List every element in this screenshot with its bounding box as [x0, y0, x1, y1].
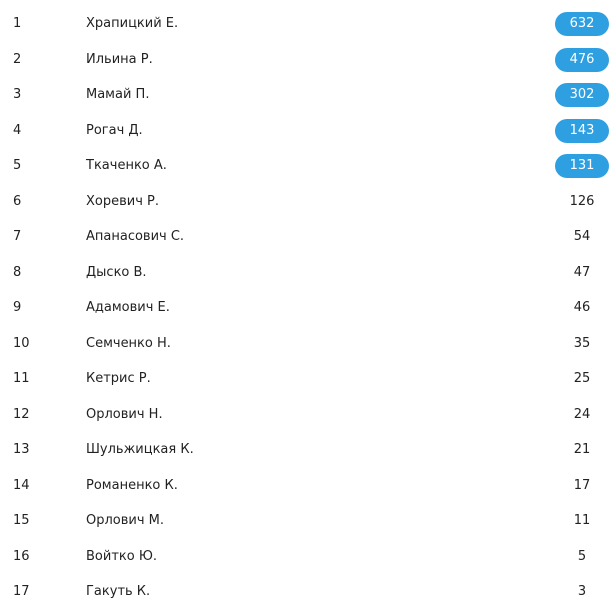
participant-name: Шульжицкая К. [86, 442, 194, 457]
participant-name: Ткаченко А. [86, 158, 167, 173]
score-value: 46 [573, 300, 591, 315]
ranking-row [0, 113, 613, 149]
ranking-row [0, 42, 613, 78]
participant-name: Рогач Д. [86, 122, 143, 138]
score-badge: 632 [555, 12, 609, 36]
ranking-row [0, 6, 613, 42]
score-value: 24 [573, 406, 591, 422]
ranking-row [0, 326, 613, 362]
ranking-row [0, 184, 613, 220]
score-badge: 476 [555, 48, 609, 72]
ranking-row [0, 539, 613, 575]
ranking-row [0, 397, 613, 433]
score-value: 5 [577, 548, 587, 564]
participant-name: Хоревич Р. [86, 193, 160, 209]
score-value: 21 [573, 442, 591, 457]
ranking-row [0, 255, 613, 291]
rank-number: 10 [13, 335, 30, 351]
rank-number: 2 [13, 51, 22, 67]
ranking-row [0, 290, 613, 326]
score-value: 126 [569, 193, 595, 209]
score-value: 17 [573, 477, 591, 493]
ranking-row [0, 219, 613, 255]
ranking-row [0, 361, 613, 397]
score-value: 3 [577, 584, 587, 599]
participant-name: Гакуть К. [86, 584, 151, 599]
rank-number: 4 [13, 122, 22, 138]
rank-number: 3 [13, 87, 22, 102]
rank-number: 11 [13, 371, 30, 386]
score-value: 11 [573, 513, 591, 528]
score-value: 54 [573, 229, 591, 244]
rank-number: 5 [13, 158, 22, 173]
score-value: 25 [573, 371, 591, 386]
rank-number: 14 [13, 477, 30, 493]
ranking-row [0, 77, 613, 113]
rank-number: 8 [13, 264, 22, 280]
participant-name: Адамович Е. [86, 300, 170, 315]
participant-name: Семченко Н. [86, 335, 171, 351]
ranking-row [0, 148, 613, 184]
rank-number: 9 [13, 300, 22, 315]
ranking-row [0, 468, 613, 504]
score-badge: 143 [555, 119, 609, 143]
ranking-row [0, 432, 613, 468]
rank-number: 13 [13, 442, 30, 457]
score-value: 35 [573, 335, 591, 351]
participant-name: Дыско В. [86, 264, 147, 280]
participant-name: Орлович М. [86, 513, 165, 528]
participant-name: Романенко К. [86, 477, 178, 493]
participant-name: Ильина Р. [86, 51, 153, 67]
score-badge: 131 [555, 154, 609, 178]
rank-number: 1 [13, 16, 22, 31]
score-value: 47 [573, 264, 591, 280]
ranking-row [0, 503, 613, 539]
ranking-row [0, 574, 613, 607]
participant-name: Мамай П. [86, 87, 150, 102]
rank-number: 7 [13, 229, 22, 244]
rank-number: 17 [13, 584, 30, 599]
rank-number: 15 [13, 513, 30, 528]
rank-number: 12 [13, 406, 30, 422]
participant-name: Орлович Н. [86, 406, 163, 422]
rank-number: 6 [13, 193, 22, 209]
participant-name: Войтко Ю. [86, 548, 157, 564]
participant-name: Кетрис Р. [86, 371, 151, 386]
score-badge: 302 [555, 83, 609, 107]
participant-name: Храпицкий Е. [86, 16, 179, 31]
rank-number: 16 [13, 548, 30, 564]
participant-name: Апанасович С. [86, 229, 185, 244]
